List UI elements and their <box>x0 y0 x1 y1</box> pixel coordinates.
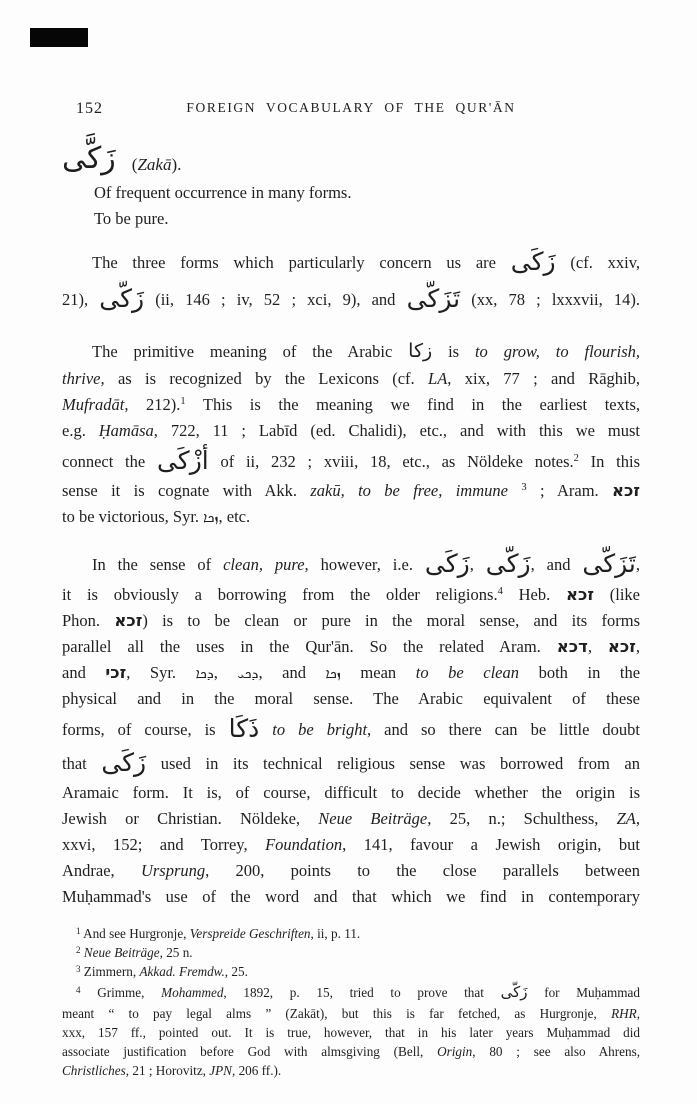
text-line <box>62 444 640 478</box>
text-segment: ܙܟܐ <box>325 666 341 682</box>
text-line <box>62 712 640 746</box>
text-segment: , etc. <box>218 507 251 526</box>
text-segment: 4 <box>497 586 503 597</box>
text-segment: , 141, favour a Jewish origin, but <box>342 835 640 854</box>
text-segment: is <box>432 342 475 361</box>
text-line <box>62 660 640 686</box>
text-segment: Andrae, <box>62 861 141 880</box>
text-segment: forms, of course, is <box>62 720 229 739</box>
text-segment: Neue Beiträge <box>83 945 160 960</box>
paragraph <box>62 546 640 910</box>
text-segment: ). <box>171 155 182 174</box>
text-segment: zakū, to be free, immune <box>310 481 508 500</box>
text-segment: sense it is cognate with Akk. <box>62 481 311 500</box>
text-segment: RHR <box>611 1006 637 1021</box>
text-segment: Zimmern, <box>80 964 140 979</box>
scan-artifact-mark <box>30 28 88 47</box>
text-segment: Phon. <box>62 611 115 630</box>
text-segment: 2 <box>76 945 81 955</box>
text-segment: , 212). <box>124 395 181 414</box>
footnote-line <box>62 981 640 1004</box>
text-line <box>62 366 640 392</box>
gloss-line: To be pure. <box>94 209 169 228</box>
text-segment: , <box>469 555 486 574</box>
text-segment: Heb. <box>502 585 567 604</box>
text-segment: דכא <box>556 637 588 656</box>
text-segment: to grow, to flourish, <box>474 342 640 361</box>
text-line <box>62 686 640 712</box>
running-title: FOREIGN VOCABULARY OF THE QUR'ĀN <box>186 100 516 115</box>
footnote-line <box>62 943 640 962</box>
entry-headword <box>62 132 640 180</box>
page-header <box>62 100 640 120</box>
page-number: 152 <box>76 100 103 117</box>
text-segment: e.g. <box>62 421 99 440</box>
text-segment: however, i.e. <box>308 555 425 574</box>
text-segment: , <box>636 1006 640 1021</box>
text-segment: זכי <box>105 663 127 682</box>
text-segment: This is the meaning we find in the earliest texts, <box>185 395 640 414</box>
text-segment: Origin <box>437 1044 473 1059</box>
text-segment: associate justification before God with almsgiving (Bell, <box>62 1044 438 1059</box>
footnote-line <box>62 1023 640 1042</box>
text-segment: , 80 ; see also Ahrens, <box>472 1044 640 1059</box>
text-segment: Foundation <box>265 835 343 854</box>
text-segment: زَكَّى <box>485 549 531 578</box>
text-segment: , and so there can be little doubt <box>367 720 640 739</box>
footnote-line <box>62 924 640 943</box>
text-segment: parallel all the uses in the Qur'ān. So the related Aram. <box>62 637 557 656</box>
text-segment: 3 <box>76 964 81 974</box>
text-segment: Ursprung <box>140 861 206 880</box>
text-segment: , <box>213 663 238 682</box>
text-line <box>62 280 640 318</box>
text-line <box>62 504 640 530</box>
text-segment: LA <box>428 369 448 388</box>
text-segment: , <box>587 637 608 656</box>
text-segment: Grimme, <box>80 985 162 1000</box>
text-segment: to be victorious, Syr. <box>62 507 204 526</box>
text-line <box>62 608 640 634</box>
text-line <box>62 780 640 806</box>
text-segment: ܙܟܐ <box>203 510 219 526</box>
text-segment: Aramaic form. It is, of course, difficult to decide whether the origin is <box>62 783 640 802</box>
paragraph <box>62 244 640 318</box>
text-segment: ܕܟܝ <box>237 666 259 682</box>
text-segment: , Syr. <box>126 663 196 682</box>
footnote-line <box>62 1042 640 1061</box>
text-segment: 4 <box>76 985 81 995</box>
text-segment: that <box>62 754 102 773</box>
text-segment: xxx, 157 ff., pointed out. It is true, however, that in his later years Muḥammad did <box>62 1025 640 1040</box>
text-segment: of ii, 232 ; xviii, 18, etc., as Nöldeke notes. <box>208 452 574 471</box>
text-line <box>62 546 640 582</box>
text-segment: to be clean <box>415 663 520 682</box>
text-segment: , 206 ff.). <box>231 1063 282 1078</box>
text-segment: meant “ to pay legal alms ” (Zakāt), but this is far fetched, as Hurgronje, <box>62 1006 612 1021</box>
text-line <box>62 634 640 660</box>
text-segment: , and <box>258 663 326 682</box>
text-segment: thrive, <box>62 369 105 388</box>
text-segment: أَزْكَى <box>156 446 209 475</box>
text-segment: physical and in the moral sense. The Arabic equivalent of these <box>62 689 640 708</box>
text-segment: Jewish or Christian. Nöldeke, <box>62 809 319 828</box>
text-segment: ( <box>131 155 138 174</box>
text-segment: it is obviously a borrowing from the older religions. <box>62 585 498 604</box>
text-segment: زَكَى <box>510 247 556 276</box>
text-segment: زَكَى <box>424 549 470 578</box>
text-segment: زكا <box>408 340 433 362</box>
text-segment: زَكَّى <box>99 284 145 313</box>
text-segment: And see Hurgronje, <box>80 926 190 941</box>
text-line <box>62 884 640 910</box>
text-segment: , ii, p. 11. <box>310 926 361 941</box>
text-line <box>62 832 640 858</box>
text-line <box>62 336 640 366</box>
text-segment: Akkad. Fremdw. <box>139 964 225 979</box>
text-segment: both in the <box>519 663 640 682</box>
text-segment: זכא <box>566 585 594 604</box>
text-segment: Mufradāt <box>62 395 125 414</box>
text-segment: Neue Beiträge <box>318 809 428 828</box>
text-segment: , 21 ; Horovitz, <box>125 1063 210 1078</box>
headword-transliteration <box>132 150 182 180</box>
text-line <box>62 858 640 884</box>
footnotes <box>62 924 640 1080</box>
text-segment <box>508 481 521 500</box>
text-segment: 21), <box>62 290 100 309</box>
text-segment: , 1892, p. 15, tried to prove that <box>223 985 501 1000</box>
text-segment: JPN <box>209 1063 232 1078</box>
text-segment: to be bright <box>272 720 368 739</box>
text-segment: , 25, n.; Schulthess, <box>427 809 617 828</box>
text-segment: Muḥammad's use of the word and that which we find in contemporary <box>62 887 640 906</box>
text-segment: 1 <box>180 396 186 407</box>
text-segment: , <box>635 637 640 656</box>
text-segment: זכא <box>114 611 143 630</box>
text-segment: , 200, points to the close parallels between <box>205 861 640 880</box>
text-segment: تَزَكَّى <box>582 549 636 578</box>
text-line <box>62 418 640 444</box>
text-line <box>62 746 640 780</box>
text-line <box>62 478 640 504</box>
text-segment: as is recognized by the Lexicons (cf. <box>104 369 429 388</box>
text-segment: Zakā <box>137 155 172 174</box>
text-segment: , 722, 11 ; Labīd (ed. Chalidi), etc., and with this we must <box>153 421 640 440</box>
headword-arabic: زَكَّى <box>62 141 116 176</box>
text-line <box>62 806 640 832</box>
text-segment: زَكَّى <box>500 983 528 1001</box>
text-line <box>62 582 640 608</box>
text-segment: ذَكَا <box>228 714 260 743</box>
text-segment: Christliches <box>62 1063 126 1078</box>
footnote-line <box>62 1061 640 1080</box>
text-segment: ) is to be clean or pure in the moral sense, and its forms <box>142 611 640 630</box>
text-segment: , 25. <box>224 964 248 979</box>
footnote-line <box>62 962 640 981</box>
text-segment: The primitive meaning of the Arabic <box>92 342 409 361</box>
text-segment: (cf. xxiv, <box>555 253 640 272</box>
text-segment: Verspreide Geschriften <box>189 926 311 941</box>
text-segment: ܕܟܐ <box>195 666 214 682</box>
footnote-line <box>62 1004 640 1023</box>
text-segment: 3 <box>521 482 527 493</box>
text-segment: (xx, 78 ; lxxxvii, 14). <box>460 290 640 309</box>
text-segment: تَزَكَّى <box>406 284 461 313</box>
text-segment: 1 <box>76 926 81 936</box>
text-segment: , xix, 77 ; and Rāghib, <box>447 369 640 388</box>
text-segment: , <box>635 809 640 828</box>
text-segment: clean, pure, <box>223 555 309 574</box>
text-segment: ZA <box>616 809 636 828</box>
text-segment: Mohammed <box>161 985 224 1000</box>
text-segment: In this <box>578 452 640 471</box>
text-segment: (ii, 146 ; iv, 52 ; xci, 9), and <box>144 290 407 309</box>
text-segment <box>259 720 272 739</box>
text-segment: (like <box>593 585 640 604</box>
text-segment: זכא <box>607 637 636 656</box>
text-segment: زَكَى <box>101 748 147 777</box>
text-segment: mean <box>340 663 416 682</box>
paragraph <box>62 336 640 530</box>
text-segment: ; Aram. <box>526 481 613 500</box>
text-segment: , 25 n. <box>159 945 193 960</box>
text-segment: Ḥamāsa <box>98 421 154 440</box>
text-segment: זכא <box>612 481 640 500</box>
text-segment: , and <box>530 555 583 574</box>
text-segment: 2 <box>573 453 579 464</box>
text-segment: for Muḥammad <box>527 985 640 1000</box>
text-segment: used in its technical religious sense was borrowed from an <box>146 754 640 773</box>
text-line <box>62 244 640 280</box>
text-segment: and <box>62 663 106 682</box>
text-segment: In the sense of <box>92 555 224 574</box>
text-segment: xxvi, 152; and Torrey, <box>62 835 266 854</box>
text-segment: The three forms which particularly concern us are <box>92 253 511 272</box>
text-segment: connect the <box>62 452 157 471</box>
text-line <box>62 392 640 418</box>
gloss-line: Of frequent occurrence in many forms. <box>94 183 352 202</box>
text-segment: , <box>635 555 640 574</box>
book-page-content <box>62 100 640 1080</box>
